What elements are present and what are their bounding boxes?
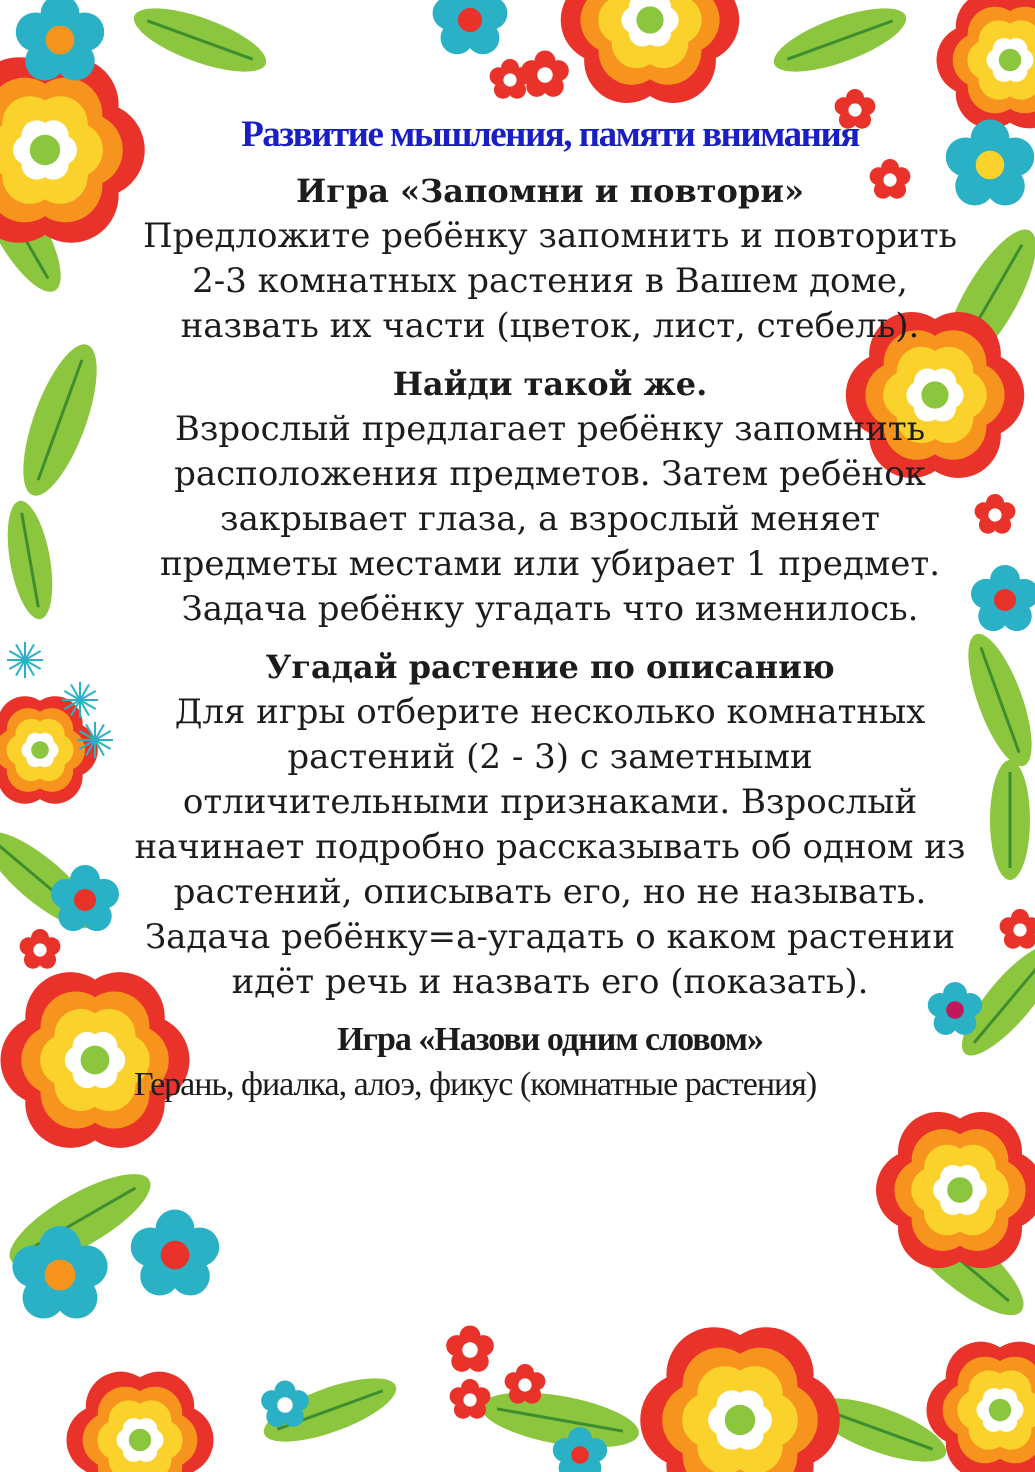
- small-flower-center: [988, 508, 1001, 521]
- small-flower-center: [518, 1378, 531, 1391]
- flower-center: [636, 6, 663, 33]
- section-heading: Угадай растение по описанию: [265, 648, 835, 686]
- small-flower-center: [1013, 923, 1026, 936]
- flower-center: [947, 1177, 973, 1203]
- flower-center: [129, 1429, 151, 1451]
- small-flower-center: [33, 943, 46, 956]
- small-flower-center: [161, 1241, 190, 1270]
- section-heading: Игра «Запомни и повтори»: [296, 172, 804, 210]
- section-name-one-word: [130, 1017, 970, 1107]
- flower-center: [725, 1405, 755, 1435]
- section-body: Взрослый предлагает ребёнку запомнить расположения предметов. Затем ребёнок закрывает глаза, а взрослый меняет предметы местами или убирает 1 предмет. Задача ребёнку угадать что изменилось.: [159, 409, 941, 629]
- small-flower-center: [277, 1397, 292, 1412]
- small-flower-center: [74, 889, 96, 911]
- page-title: Развитие мышления, памяти внимания: [241, 114, 859, 155]
- small-flower-center: [458, 8, 482, 32]
- section-body: Герань, фиалка, алоэ, фикус (комнатные растения): [134, 1066, 817, 1103]
- small-flower-center: [571, 1446, 589, 1464]
- section-body: Для игры отберите несколько комнатных растений (2 - 3) с заметными отличительными признаками. Взрослый начинает подробно рассказывать об одном из растений, описывать его, но не называть. Задача ребёнку=а-угадать о каком растении идёт речь и назвать его (показать).: [134, 692, 966, 1002]
- leaf-shape: [127, 0, 274, 85]
- section-heading: Игра «Назови одним словом»: [337, 1021, 763, 1058]
- small-flower-center: [463, 1393, 476, 1406]
- section-heading: Найди такой же.: [392, 365, 708, 403]
- leaflet-content: [130, 108, 970, 1119]
- flower-center: [989, 1399, 1011, 1421]
- section-body: Предложите ребёнку запомнить и повторить 2-3 комнатных растения в Вашем доме, назвать их части (цветок, лист, стебель).: [142, 216, 958, 346]
- small-flower-center: [462, 1342, 477, 1357]
- section-remember-repeat: [130, 168, 970, 349]
- flower-center: [81, 1046, 110, 1075]
- section-guess-plant: [130, 644, 970, 1005]
- flower-center: [999, 49, 1021, 71]
- small-flower-center: [46, 26, 75, 55]
- flower-center: [31, 741, 49, 759]
- small-flower-center: [45, 1260, 76, 1291]
- small-flower-center: [994, 589, 1016, 611]
- small-flower-center: [537, 67, 552, 82]
- small-flower-center: [976, 151, 1005, 180]
- small-flower-center: [503, 73, 516, 86]
- flower-center: [30, 135, 60, 165]
- section-find-same: [130, 361, 970, 632]
- leaf-shape: [767, 0, 914, 85]
